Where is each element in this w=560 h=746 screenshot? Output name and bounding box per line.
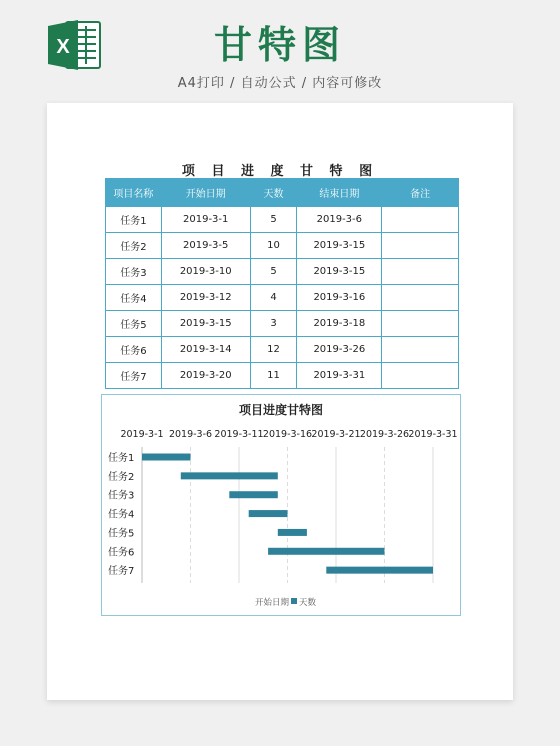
table-header-row [106, 179, 459, 207]
y-category-label: 任务2 [108, 471, 135, 483]
table-row [106, 259, 459, 285]
gantt-bar [268, 548, 384, 555]
table-row [106, 337, 459, 363]
x-tick-label: 2019-3-26 [359, 429, 410, 440]
excel-icon-letter: X [56, 36, 70, 58]
table-row [106, 363, 459, 389]
cell-task-name[interactable]: 任务2 [106, 233, 162, 259]
header-start-date: 开始日期 [161, 179, 250, 207]
cell-notes[interactable] [382, 285, 459, 311]
cell-days[interactable]: 12 [250, 337, 297, 363]
table-row [106, 285, 459, 311]
header-notes: 备注 [382, 179, 459, 207]
cell-end-date[interactable]: 2019-3-6 [297, 207, 382, 233]
y-category-label: 任务3 [108, 490, 135, 502]
x-tick-label: 2019-3-16 [262, 429, 313, 440]
gantt-bar [229, 491, 277, 498]
chart-legend [255, 597, 317, 608]
chart-y-labels [108, 451, 134, 577]
cell-end-date[interactable]: 2019-3-16 [297, 285, 382, 311]
cell-days[interactable]: 11 [250, 363, 297, 389]
cell-end-date[interactable]: 2019-3-15 [297, 233, 382, 259]
cell-task-name[interactable]: 任务3 [106, 259, 162, 285]
gantt-bar [142, 454, 191, 461]
cell-task-name[interactable]: 任务7 [106, 363, 162, 389]
cell-start-date[interactable]: 2019-3-15 [161, 311, 250, 337]
gantt-bar [249, 510, 288, 517]
cell-days[interactable]: 5 [250, 207, 297, 233]
header-task-name: 项目名称 [106, 179, 162, 207]
legend-label: 开始日期 [255, 598, 290, 608]
cell-start-date[interactable]: 2019-3-5 [161, 233, 250, 259]
table-row [106, 311, 459, 337]
page-header [0, 0, 560, 100]
cell-notes[interactable] [382, 337, 459, 363]
cell-notes[interactable] [382, 259, 459, 285]
cell-task-name[interactable]: 任务1 [106, 207, 162, 233]
y-category-label: 任务6 [108, 547, 135, 559]
header-end-date: 结束日期 [297, 179, 382, 207]
cell-days[interactable]: 3 [250, 311, 297, 337]
gantt-table [105, 178, 459, 389]
cell-end-date[interactable]: 2019-3-15 [297, 259, 382, 285]
gantt-bar [278, 529, 307, 536]
cell-start-date[interactable]: 2019-3-20 [161, 363, 250, 389]
y-category-label: 任务7 [108, 566, 135, 578]
table-row [106, 207, 459, 233]
cell-notes[interactable] [382, 311, 459, 337]
cell-notes[interactable] [382, 207, 459, 233]
x-tick-label: 2019-3-31 [408, 429, 458, 440]
cell-days[interactable]: 5 [250, 259, 297, 285]
gantt-chart [101, 394, 461, 616]
legend-label: 天数 [299, 598, 317, 608]
cell-days[interactable]: 10 [250, 233, 297, 259]
cell-task-name[interactable]: 任务6 [106, 337, 162, 363]
gantt-chart-svg [102, 395, 460, 615]
y-category-label: 任务5 [108, 528, 135, 540]
cell-notes[interactable] [382, 363, 459, 389]
cell-start-date[interactable]: 2019-3-14 [161, 337, 250, 363]
sheet-title: 项 目 进 度 甘 特 图 [181, 164, 379, 179]
x-tick-label: 2019-3-1 [120, 429, 164, 440]
cell-task-name[interactable]: 任务5 [106, 311, 162, 337]
cell-days[interactable]: 4 [250, 285, 297, 311]
header-days: 天数 [250, 179, 297, 207]
table-row [106, 233, 459, 259]
legend-swatch [291, 598, 297, 604]
y-category-label: 任务4 [108, 509, 135, 521]
gantt-bar [181, 472, 278, 479]
gantt-bar [326, 567, 433, 574]
cell-start-date[interactable]: 2019-3-12 [161, 285, 250, 311]
x-tick-label: 2019-3-6 [168, 429, 213, 440]
page-title: 甘特图 [213, 22, 346, 67]
cell-start-date[interactable]: 2019-3-10 [161, 259, 250, 285]
sheet [47, 103, 513, 700]
chart-title: 项目进度甘特图 [238, 403, 324, 417]
x-tick-label: 2019-3-11 [214, 429, 264, 440]
cell-start-date[interactable]: 2019-3-1 [161, 207, 250, 233]
y-category-label: 任务1 [108, 453, 135, 464]
cell-notes[interactable] [382, 233, 459, 259]
page-subtitle: A4打印 / 自动公式 / 内容可修改 [177, 76, 383, 91]
cell-end-date[interactable]: 2019-3-31 [297, 363, 382, 389]
cell-end-date[interactable]: 2019-3-18 [297, 311, 382, 337]
cell-end-date[interactable]: 2019-3-26 [297, 337, 382, 363]
chart-x-ticks [120, 429, 457, 440]
x-tick-label: 2019-3-21 [311, 429, 361, 440]
cell-task-name[interactable]: 任务4 [106, 285, 162, 311]
